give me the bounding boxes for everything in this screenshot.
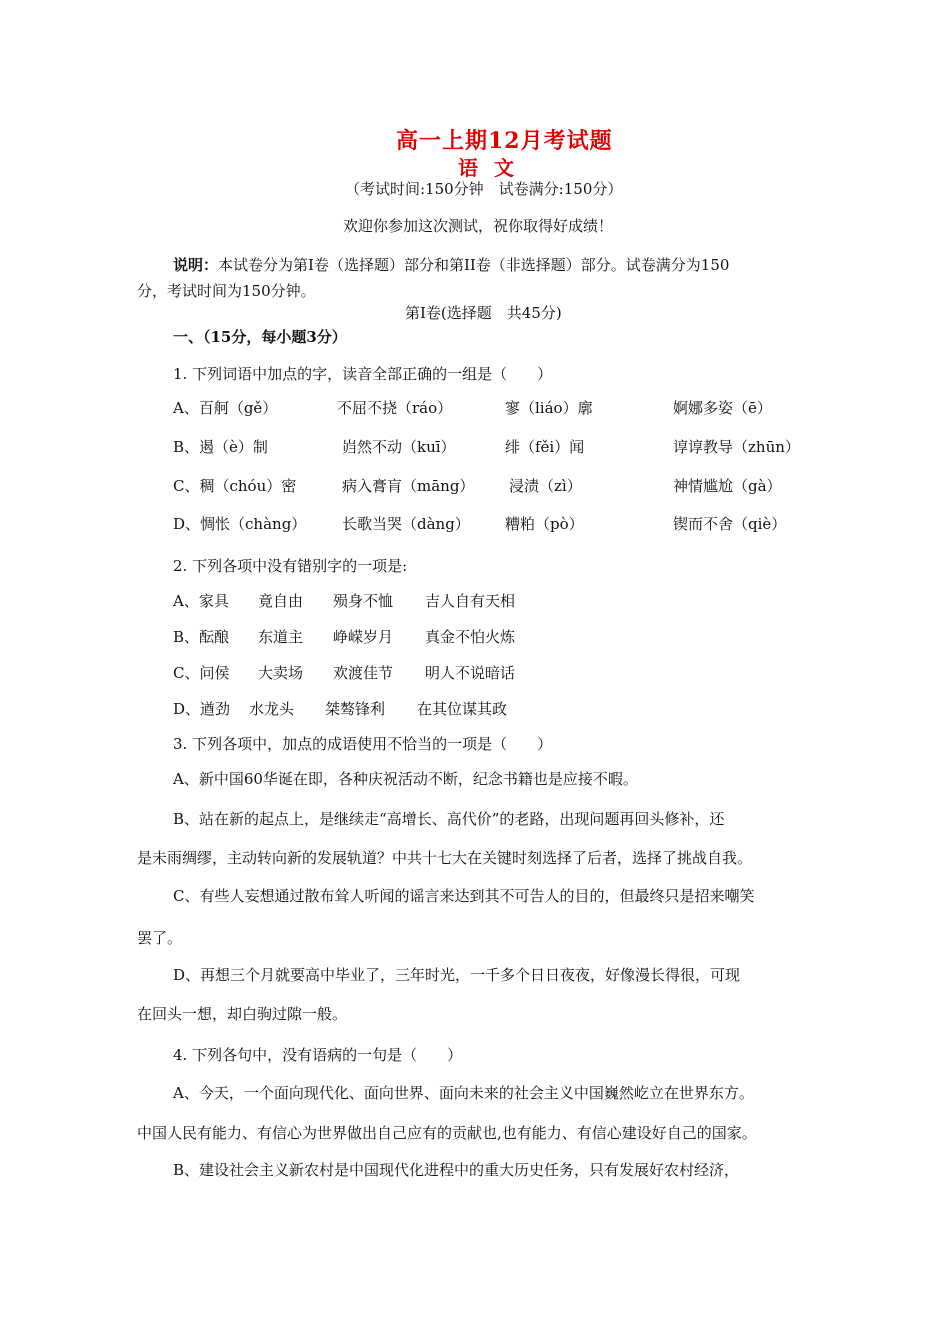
q3-option-c-line2: 罢了。 xyxy=(137,929,183,947)
q1-option-b-3: 绯（fěi）闻 xyxy=(505,438,585,456)
q2-option-b-3: 峥嵘岁月 xyxy=(333,628,394,646)
q1-option-a-1: A、百舸（gě） xyxy=(173,399,278,417)
q3-option-b-line2: 是未雨绸缪，主动转向新的发展轨道？中共十七大在关键时刻选择了后者，选择了挑战自我。 xyxy=(137,849,753,867)
q1-option-a-3: 寥（liáo）廓 xyxy=(505,399,593,417)
note-text-1: 本试卷分为第Ⅰ卷（选择题）部分和第II卷（非选择题）部分。试卷满分为150 xyxy=(218,256,730,274)
part1-heading: 第Ⅰ卷(选择题 共45分) xyxy=(405,304,562,322)
note-line-1 xyxy=(173,254,729,275)
q4-option-a-line2: 中国人民有能力、有信心为世界做出自己应有的贡献也,也有能力、有信心建设好自己的国家。 xyxy=(137,1124,757,1142)
q1-option-d-4: 锲而不舍（qiè） xyxy=(673,515,787,533)
q2-option-b-4: 真金不怕火炼 xyxy=(425,628,516,646)
q2-option-c-3: 欢渡佳节 xyxy=(333,664,394,682)
q2-option-a-2: 竟自由 xyxy=(258,592,304,610)
q2-option-c-4: 明人不说暗话 xyxy=(425,664,516,682)
q1-stem: 1. 下列词语中加点的字，读音全部正确的一组是（ ） xyxy=(173,365,553,383)
q3-option-b-line1: B、站在新的起点上，是继续走“高增长、高代价”的老路，出现问题再回头修补，还 xyxy=(173,810,725,828)
q1-option-d-2: 长歌当哭（dàng） xyxy=(342,515,470,533)
q3-option-d-line2: 在回头一想，却白驹过隙一般。 xyxy=(137,1005,348,1023)
q1-option-d-1: D、惆怅（chàng） xyxy=(173,515,307,533)
note-line-2: 分，考试时间为150分钟。 xyxy=(137,282,316,300)
q3-option-c-line1: C、有些人妄想通过散布耸人听闻的谣言来达到其不可告人的目的，但最终只是招来嘲笑 xyxy=(173,887,755,905)
q1-option-b-4: 谆谆教导（zhūn） xyxy=(673,438,800,456)
q1-option-b-1: B、遏（è）制 xyxy=(173,438,268,456)
exam-title: 高一上期12月考试题 xyxy=(396,128,613,154)
q1-option-d-3: 糟粕（pò） xyxy=(505,515,584,533)
exam-time-info: （考试时间:150分钟 试卷满分:150分） xyxy=(345,180,623,198)
section1-heading: 一、（15分，每小题3分） xyxy=(173,328,347,346)
q1-option-a-2: 不屈不挠（ráo） xyxy=(337,399,453,417)
q2-option-d-1: D、遒劲 xyxy=(173,700,231,718)
exam-subject: 语文 xyxy=(458,156,530,180)
q3-option-d-line1: D、再想三个月就要高中毕业了，三年时光，一千多个日日夜夜，好像漫长得很，可现 xyxy=(173,966,741,984)
note-label: 说明： xyxy=(173,256,219,274)
q2-option-b-1: B、酝酿 xyxy=(173,628,230,646)
q1-option-c-2: 病入膏肓（māng） xyxy=(342,477,475,495)
q3-option-a: A、新中国60华诞在即，各种庆祝活动不断，纪念书籍也是应接不暇。 xyxy=(173,770,638,788)
welcome-text: 欢迎你参加这次测试，祝你取得好成绩！ xyxy=(343,217,614,235)
q4-stem: 4. 下列各句中，没有语病的一句是（ ） xyxy=(173,1046,463,1064)
q1-option-c-1: C、稠（chóu）密 xyxy=(173,477,297,495)
q4-option-b-line1: B、建设社会主义新农村是中国现代化进程中的重大历史任务，只有发展好农村经济， xyxy=(173,1161,740,1179)
q1-option-a-4: 婀娜多姿（ē） xyxy=(673,399,772,417)
q3-stem: 3. 下列各项中，加点的成语使用不恰当的一项是（ ） xyxy=(173,735,553,753)
q2-option-d-3: 桀骜锋利 xyxy=(325,700,386,718)
q4-option-a-line1: A、今天，一个面向现代化、面向世界、面向未来的社会主义中国巍然屹立在世界东方。 xyxy=(173,1084,754,1102)
q2-option-d-2: 水龙头 xyxy=(249,700,295,718)
q2-option-d-4: 在其位谋其政 xyxy=(417,700,508,718)
q1-option-c-3: 浸渍（zì） xyxy=(509,477,582,495)
q2-option-c-1: C、问侯 xyxy=(173,664,230,682)
q2-stem: 2. 下列各项中没有错别字的一项是: xyxy=(173,557,408,575)
q1-option-c-4: 神情尴尬（gà） xyxy=(673,477,782,495)
q1-option-b-2: 岿然不动（kuī） xyxy=(342,438,456,456)
q2-option-c-2: 大卖场 xyxy=(258,664,304,682)
q2-option-a-4: 吉人自有天相 xyxy=(425,592,516,610)
q2-option-a-1: A、家具 xyxy=(173,592,229,610)
q2-option-a-3: 殒身不恤 xyxy=(333,592,394,610)
q2-option-b-2: 东道主 xyxy=(258,628,304,646)
